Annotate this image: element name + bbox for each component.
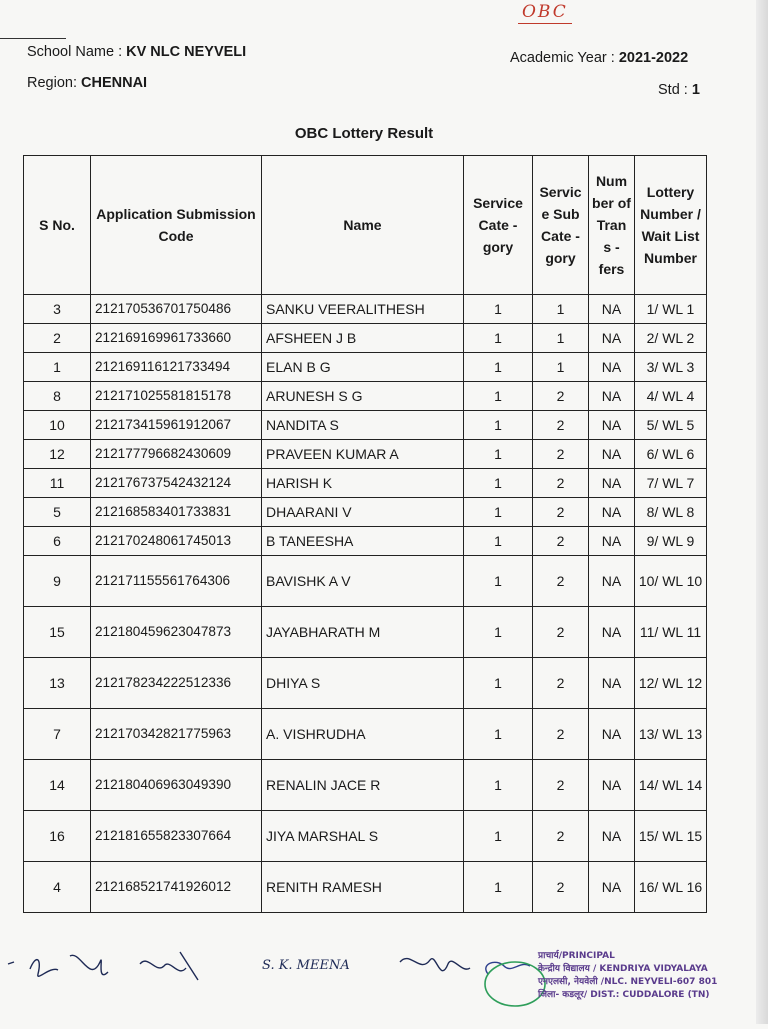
table-row — [24, 324, 707, 353]
cell-trans: NA — [589, 469, 635, 498]
table-row — [24, 295, 707, 324]
cell-svc: 1 — [464, 411, 533, 440]
cell-name: JAYABHARATH M — [262, 607, 464, 658]
cell-sno: 11 — [24, 469, 91, 498]
cell-trans: NA — [589, 556, 635, 607]
document-title: OBC Lottery Result — [294, 125, 434, 142]
cell-trans: NA — [589, 295, 635, 324]
page-edge-shadow — [756, 0, 768, 1024]
cell-sub: 1 — [533, 353, 589, 382]
cell-trans: NA — [589, 382, 635, 411]
cell-sub: 2 — [533, 498, 589, 527]
cell-svc: 1 — [464, 760, 533, 811]
cell-lottery: 11/ WL 11 — [635, 607, 707, 658]
school-label: School Name : — [27, 44, 123, 60]
std-value: 1 — [691, 82, 700, 98]
cell-svc: 1 — [464, 498, 533, 527]
handwritten-category-mark: OBC — [518, 2, 572, 24]
cell-code: 212168521741926012 — [91, 862, 262, 913]
cell-sno: 2 — [24, 324, 91, 353]
col-header-application-code: Application Submission Code — [91, 156, 262, 295]
col-header-lottery-number: Lottery Number / Wait List Number — [635, 156, 707, 295]
cell-lottery: 12/ WL 12 — [635, 658, 707, 709]
cell-lottery: 8/ WL 8 — [635, 498, 707, 527]
cell-svc: 1 — [464, 469, 533, 498]
cell-code: 212169116121733494 — [91, 353, 262, 382]
cell-svc: 1 — [464, 295, 533, 324]
cell-sno: 4 — [24, 862, 91, 913]
cell-code: 212168583401733831 — [91, 498, 262, 527]
table-row — [24, 382, 707, 411]
cell-trans: NA — [589, 760, 635, 811]
cell-sno: 1 — [24, 353, 91, 382]
cell-code: 212177796682430609 — [91, 440, 262, 469]
cell-name: A. VISHRUDHA — [262, 709, 464, 760]
cell-lottery: 3/ WL 3 — [635, 353, 707, 382]
table-row — [24, 440, 707, 469]
school-name — [27, 44, 246, 60]
table-row — [24, 411, 707, 440]
table-row — [24, 556, 707, 607]
cell-sno: 15 — [24, 607, 91, 658]
cell-name: JIYA MARSHAL S — [262, 811, 464, 862]
stamp-line-4: जिला- कडलूर/ DIST.: CUDDALORE (TN) — [538, 990, 710, 1000]
cell-trans: NA — [589, 527, 635, 556]
cell-lottery: 2/ WL 2 — [635, 324, 707, 353]
cell-trans: NA — [589, 498, 635, 527]
cell-sno: 7 — [24, 709, 91, 760]
cell-sub: 2 — [533, 760, 589, 811]
cell-lottery: 5/ WL 5 — [635, 411, 707, 440]
std-label: Std : — [658, 82, 688, 98]
cell-code: 212170536701750486 — [91, 295, 262, 324]
cell-sno: 16 — [24, 811, 91, 862]
cell-name: ELAN B G — [262, 353, 464, 382]
cell-sno: 6 — [24, 527, 91, 556]
table-row — [24, 811, 707, 862]
cell-sno: 13 — [24, 658, 91, 709]
table-row — [24, 709, 707, 760]
cell-lottery: 9/ WL 9 — [635, 527, 707, 556]
cell-lottery: 6/ WL 6 — [635, 440, 707, 469]
col-header-name: Name — [262, 156, 464, 295]
cell-code: 212171155561764306 — [91, 556, 262, 607]
cell-sno: 10 — [24, 411, 91, 440]
cell-trans: NA — [589, 811, 635, 862]
cell-sno: 14 — [24, 760, 91, 811]
cell-lottery: 4/ WL 4 — [635, 382, 707, 411]
cell-lottery: 10/ WL 10 — [635, 556, 707, 607]
top-rule — [0, 38, 66, 39]
cell-code: 212170342821775963 — [91, 709, 262, 760]
cell-sub: 2 — [533, 382, 589, 411]
cell-code: 212180406963049390 — [91, 760, 262, 811]
cell-trans: NA — [589, 607, 635, 658]
cell-code: 212170248061745013 — [91, 527, 262, 556]
cell-code: 212173415961912067 — [91, 411, 262, 440]
cell-lottery: 14/ WL 14 — [635, 760, 707, 811]
school-value: KV NLC NEYVELI — [126, 44, 247, 60]
cell-svc: 1 — [464, 527, 533, 556]
cell-code: 212169169961733660 — [91, 324, 262, 353]
stamp-line-1: प्राचार्य/PRINCIPAL — [538, 951, 615, 961]
table-row — [24, 527, 707, 556]
cell-name: ARUNESH S G — [262, 382, 464, 411]
cell-name: NANDITA S — [262, 411, 464, 440]
region — [27, 75, 147, 91]
academic-year — [510, 50, 688, 66]
cell-trans: NA — [589, 862, 635, 913]
cell-svc: 1 — [464, 382, 533, 411]
cell-trans: NA — [589, 411, 635, 440]
cell-name: RENITH RAMESH — [262, 862, 464, 913]
standard — [658, 82, 700, 98]
stamp-line-3: एनएलसी, नेयवेली /NLC. NEYVELI-607 801 — [538, 977, 718, 987]
cell-sub: 1 — [533, 295, 589, 324]
cell-sub: 2 — [533, 862, 589, 913]
cell-lottery: 7/ WL 7 — [635, 469, 707, 498]
table-row — [24, 469, 707, 498]
table-row — [24, 658, 707, 709]
col-header-service-category: Service Cate - gory — [464, 156, 533, 295]
cell-sub: 2 — [533, 469, 589, 498]
col-header-number-of-transfers: Num ber of Tran s - fers — [589, 156, 635, 295]
cell-code: 212180459623047873 — [91, 607, 262, 658]
cell-sub: 2 — [533, 411, 589, 440]
cell-svc: 1 — [464, 862, 533, 913]
cell-sub: 2 — [533, 811, 589, 862]
cell-sub: 2 — [533, 709, 589, 760]
lottery-result-table — [23, 155, 707, 913]
cell-lottery: 1/ WL 1 — [635, 295, 707, 324]
cell-sub: 2 — [533, 556, 589, 607]
cell-name: RENALIN JACE R — [262, 760, 464, 811]
cell-code: 212176737542432124 — [91, 469, 262, 498]
cell-trans: NA — [589, 324, 635, 353]
cell-code: 212181655823307664 — [91, 811, 262, 862]
cell-lottery: 15/ WL 15 — [635, 811, 707, 862]
cell-name: HARISH K — [262, 469, 464, 498]
stamp-line-2: केन्द्रीय विद्यालय / KENDRIYA VIDYALAYA — [538, 964, 708, 974]
cell-name: DHIYA S — [262, 658, 464, 709]
cell-name: AFSHEEN J B — [262, 324, 464, 353]
cell-code: 212178234222512336 — [91, 658, 262, 709]
table-row — [24, 607, 707, 658]
cell-sub: 1 — [533, 324, 589, 353]
cell-trans: NA — [589, 658, 635, 709]
region-value: CHENNAI — [81, 75, 148, 91]
cell-svc: 1 — [464, 811, 533, 862]
cell-lottery: 16/ WL 16 — [635, 862, 707, 913]
table-header-row — [24, 156, 707, 295]
cell-svc: 1 — [464, 709, 533, 760]
col-header-sno: S No. — [24, 156, 91, 295]
cell-trans: NA — [589, 353, 635, 382]
region-label: Region: — [27, 75, 77, 91]
cell-trans: NA — [589, 440, 635, 469]
cell-svc: 1 — [464, 440, 533, 469]
cell-svc: 1 — [464, 607, 533, 658]
table-row — [24, 862, 707, 913]
col-header-service-sub-category: Servic e Sub Cate - gory — [533, 156, 589, 295]
year-label: Academic Year : — [510, 50, 615, 66]
cell-name: B TANEESHA — [262, 527, 464, 556]
cell-svc: 1 — [464, 556, 533, 607]
cell-svc: 1 — [464, 658, 533, 709]
cell-sub: 2 — [533, 440, 589, 469]
cell-sno: 5 — [24, 498, 91, 527]
cell-code: 212171025581815178 — [91, 382, 262, 411]
principal-stamp — [538, 950, 717, 1002]
cell-name: PRAVEEN KUMAR A — [262, 440, 464, 469]
cell-sub: 2 — [533, 658, 589, 709]
cell-svc: 1 — [464, 353, 533, 382]
cell-sno: 8 — [24, 382, 91, 411]
cell-sno: 9 — [24, 556, 91, 607]
cell-sub: 2 — [533, 527, 589, 556]
cell-sno: 12 — [24, 440, 91, 469]
table-row — [24, 353, 707, 382]
cell-trans: NA — [589, 709, 635, 760]
cell-sub: 2 — [533, 607, 589, 658]
cell-name: DHAARANI V — [262, 498, 464, 527]
cell-name: SANKU VEERALITHESH — [262, 295, 464, 324]
year-value: 2021-2022 — [618, 50, 689, 66]
signature-name: S. K. MEENA — [262, 958, 350, 973]
cell-svc: 1 — [464, 324, 533, 353]
cell-name: BAVISHK A V — [262, 556, 464, 607]
cell-lottery: 13/ WL 13 — [635, 709, 707, 760]
table-row — [24, 760, 707, 811]
cell-sno: 3 — [24, 295, 91, 324]
table-row — [24, 498, 707, 527]
